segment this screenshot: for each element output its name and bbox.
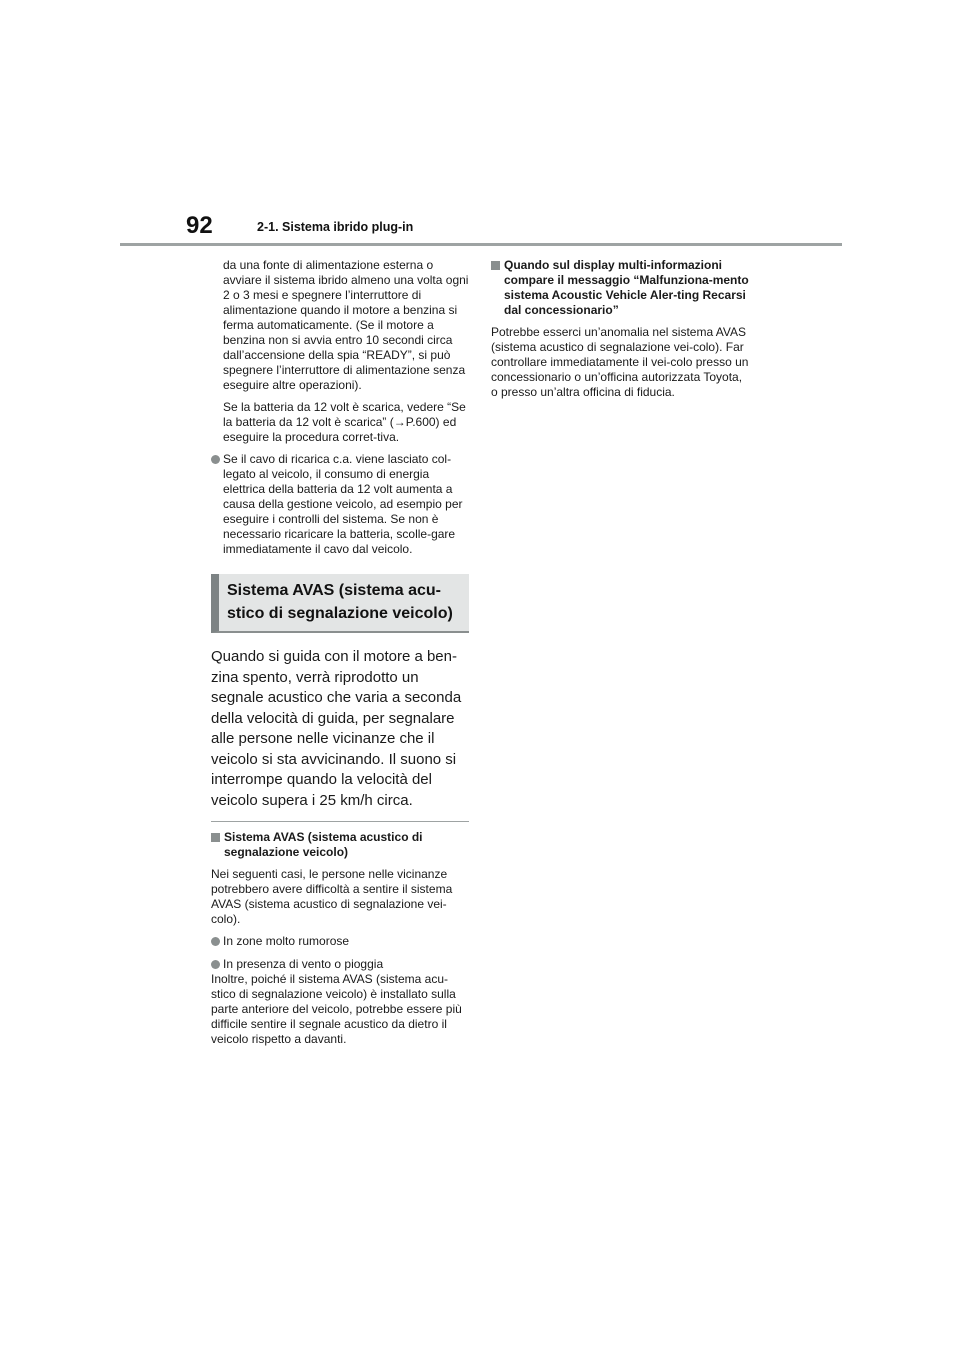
right-column xyxy=(491,258,749,407)
square-bullet-icon xyxy=(491,261,500,270)
header-rule xyxy=(120,243,842,246)
bullet-wind xyxy=(211,957,469,972)
section-title: 2-1. Sistema ibrido plug-in xyxy=(257,220,414,234)
avas-heading: Sistema AVAS (sistema acu-stico di segnalazione veicolo) xyxy=(227,582,453,622)
right-sub-heading-text: Quando sul display multi-informazioni compare il messaggio “Malfunziona-mento sistema Acoustic Vehicle Aler-ting Recarsi dal concessionario” xyxy=(504,258,749,317)
bullet-text: Se il cavo di ricarica c.a. viene lasciato col-legato al veicolo, il consumo di energia elettrica della batteria da 12 volt aumenta a causa della gestione veicolo, ad esempio per eseguire i controlli del sistema. Se non è necessario ricaricare la batteria, scolle-gare immediatamente il cavo dal veicolo. xyxy=(223,452,463,556)
intro-paragraph-2: Se la batteria da 12 volt è scarica, vedere “Se la batteria da 12 volt è scarica” (→P.600) ed eseguire la procedura corret-tiva. xyxy=(223,400,466,444)
right-sub-heading xyxy=(491,258,749,318)
avas-sub-text: Nei seguenti casi, le persone nelle vicinanze potrebbero avere difficoltà a sentire il sistema AVAS (sistema acustico di segnalazione vei-colo). xyxy=(211,867,453,926)
avas-sub-heading-text: Sistema AVAS (sistema acustico di segnalazione veicolo) xyxy=(224,830,423,859)
bullet-dot-icon xyxy=(211,455,220,464)
bullet-dot-icon xyxy=(211,960,220,969)
bullet-text: In zone molto rumorose xyxy=(223,934,350,948)
bullet-charge-cable xyxy=(211,452,469,557)
avas-intro: Quando si guida con il motore a ben-zina spento, verrà riprodotto un segnale acustico che varia a seconda della velocità di guida, per segnalare alle persone nelle vicinanze che il veicolo si sta avvicinando. Il suono si interrompe quando la velocità del veicolo supera i 25 km/h circa. xyxy=(211,648,462,809)
bullet-dot-icon xyxy=(211,937,220,946)
bullet-noisy xyxy=(211,934,469,949)
intro-paragraph: da una fonte di alimentazione esterna o avviare il sistema ibrido almeno una volta ogni 2 o 3 mesi e spegnere l’interruttore di alimentazione quando il motore a benzina si ferma automaticamente. (Se il motore a benzina non si avvia entro 10 secondi circa dall’accensione della spia “READY”, si può spegnere l’interruttore di alimentazione senza eseguire altre operazioni). xyxy=(223,258,469,392)
bullet-text: In presenza di vento o pioggia xyxy=(223,957,384,971)
avas-heading-box xyxy=(211,574,469,633)
closing-text: Inoltre, poiché il sistema AVAS (sistema acu-stico di segnalazione veicolo) è installato sulla parte anteriore del veicolo, potrebbe essere più difficile sentire il segnale acustico da dietro il veicolo rispetto a davanti. xyxy=(211,972,462,1046)
avas-sub-heading xyxy=(211,830,469,860)
divider xyxy=(211,821,469,822)
square-bullet-icon xyxy=(211,833,220,842)
right-text: Potrebbe esserci un’anomalia nel sistema AVAS (sistema acustico di segnalazione vei-colo). Far controllare immediatamente il vei-colo presso un concessionario o un’officina autorizzata Toyota, o presso un’altra officina di fiducia. xyxy=(491,325,749,399)
page-number: 92 xyxy=(186,212,213,239)
left-column xyxy=(211,258,469,1054)
